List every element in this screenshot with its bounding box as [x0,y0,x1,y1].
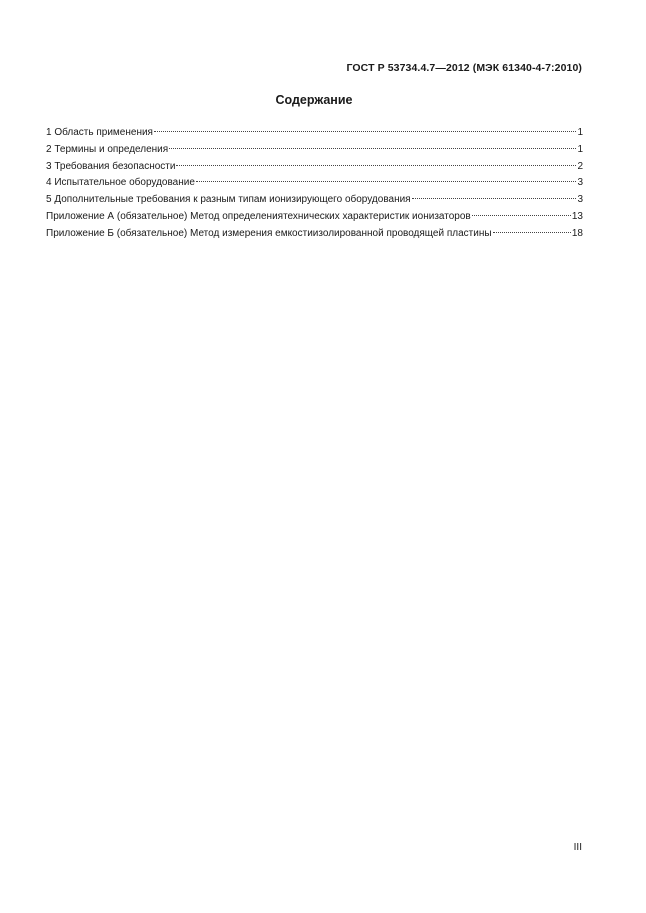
toc-entry-page: 18 [571,227,583,239]
toc-entry-label: 2 Термины и определения [46,143,169,155]
document-code: ГОСТ Р 53734.4.7—2012 (МЭК 61340-4-7:2010) [346,62,582,74]
toc-dot-leader [472,215,571,216]
table-of-contents [46,125,583,243]
toc-entry[interactable] [46,175,583,192]
page-number: III [573,842,582,853]
toc-entry-label: Приложение Б (обязательное) Метод измерения емкостиизолированной проводящей пластины [46,227,492,239]
toc-entry[interactable] [46,192,583,209]
toc-entry[interactable] [46,226,583,243]
toc-dot-leader [176,165,576,166]
toc-dot-leader [493,232,571,233]
toc-entry-label: 5 Дополнительные требования к разным типам ионизирующего оборудования [46,194,411,206]
toc-entry-page: 1 [577,127,583,138]
toc-dot-leader [412,198,577,199]
toc-entry-page: 2 [577,160,583,172]
toc-entry-page: 3 [577,194,583,206]
toc-entry-label: 1 Область применения [46,127,153,138]
toc-title: Содержание [275,93,353,107]
toc-dot-leader [169,148,576,149]
toc-entry-page: 13 [571,210,583,222]
toc-entry[interactable] [46,142,583,159]
toc-entry-page: 1 [577,143,583,155]
toc-entry-page: 3 [577,177,583,189]
toc-entry[interactable] [46,159,583,176]
toc-dot-leader [154,131,576,132]
toc-entry-label: 3 Требования безопасности [46,160,176,172]
toc-entry[interactable] [46,209,583,226]
toc-entry-label: 4 Испытательное оборудование [46,177,195,189]
toc-entry-label: Приложение А (обязательное) Метод определениятехнических характеристик ионизаторов [46,210,471,222]
toc-dot-leader [196,181,577,182]
toc-entry[interactable] [46,125,583,142]
